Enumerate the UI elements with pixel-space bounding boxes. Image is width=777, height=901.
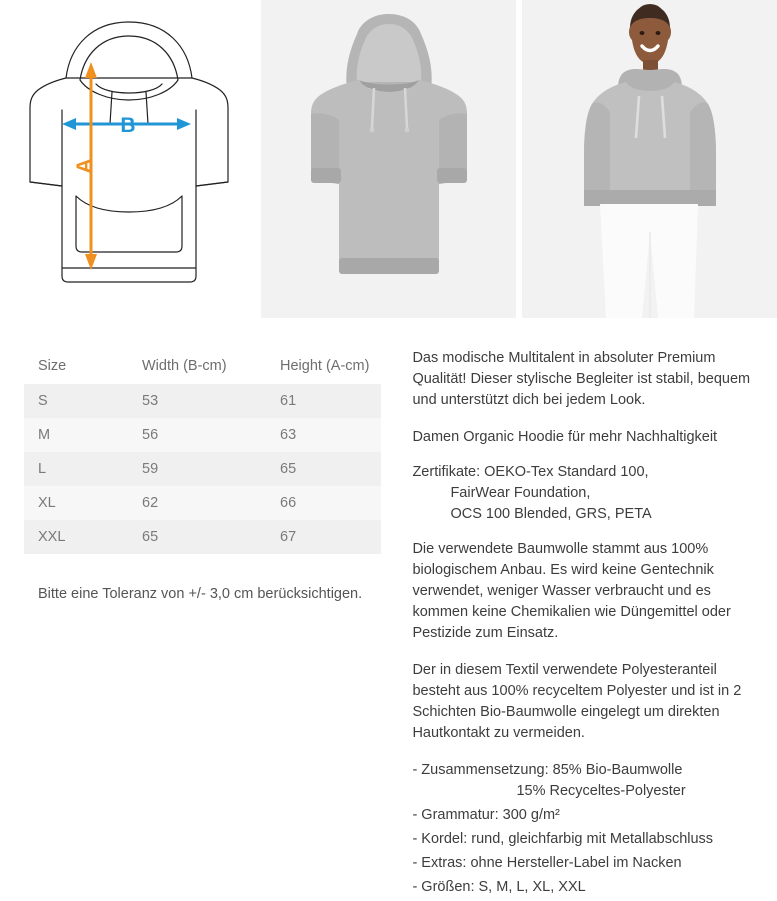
cell-height: 67 [280,529,297,545]
spec-item-cord: - Kordel: rund, gleichfarbig mit Metallabschluss [412,831,714,848]
description-paragraph-1: Das modische Multitalent in absoluter Premium Qualität! Dieser stylische Begleiter ist stabil, bequem und unterstützt dich bei jedem Look. [412,350,751,409]
cell-width: 65 [142,529,159,545]
technical-drawing-cell [0,0,255,318]
cell-height: 66 [280,495,297,511]
product-model-image-cell [522,0,777,318]
description-paragraph-3: Die verwendete Baumwolle stammt aus 100% biologischem Anbau. Es wird keine Gentechnik verwendet, weniger Wasser verbraucht und es kommen keine Chemikalien wie Düngemittel oder Pestizide zum Einsatz. [412,541,731,642]
svg-text:B: B [120,114,136,137]
spec-composition-line: - Zusammensetzung: 85% Bio-Baumwolle [412,762,683,779]
size-chart-column [24,348,404,901]
details-section [0,318,777,901]
header-size: Size [24,348,128,384]
spec-item-extras: - Extras: ohne Hersteller-Label im Nacken [412,855,682,872]
cell-width: 56 [142,427,159,443]
cell-size: XXL [38,529,66,545]
certificates-line-3: OCS 100 Blended, GRS, PETA [450,506,652,523]
description-column [404,348,753,901]
tolerance-note: Bitte eine Toleranz von +/- 3,0 cm berücksichtigen. [38,586,363,602]
header-width: Width (B-cm) [128,348,266,384]
table-row [24,520,381,554]
description-paragraph-2: Damen Organic Hoodie für mehr Nachhaltigkeit [412,429,718,446]
spec-composition-indent: 15% Recyceltes-Polyester [516,783,686,800]
table-row [24,384,381,418]
header-height: Height (A-cm) [266,348,381,384]
cell-width: 59 [142,461,159,477]
certificates-line-2: FairWear Foundation, [450,485,591,502]
cell-size: S [38,393,48,409]
spec-item-composition [412,760,753,802]
table-row [24,418,381,452]
table-row [24,452,381,486]
grey-hoodie-flat-icon [261,0,516,318]
cell-height: 65 [280,461,297,477]
cell-height: 61 [280,393,297,409]
cell-size: L [38,461,47,477]
spec-item-weight: - Grammatur: 300 g/m² [412,807,560,824]
woman-wearing-hoodie-icon [522,0,777,318]
cell-width: 53 [142,393,159,409]
spec-item-sizes: - Größen: S, M, L, XL, XXL [412,879,586,896]
table-row [24,486,381,520]
product-flat-image-cell [261,0,516,318]
specification-list [412,760,753,898]
svg-text:A: A [73,158,96,174]
hoodie-technical-drawing-icon [0,0,255,318]
cell-width: 62 [142,495,159,511]
product-image-row [0,0,777,318]
size-table [24,348,381,554]
cell-size: XL [38,495,56,511]
cell-size: M [38,427,51,443]
certificates-line-1: Zertifikate: OEKO-Tex Standard 100, [412,464,649,481]
description-paragraph-4: Der in diesem Textil verwendete Polyesteranteil besteht aus 100% recyceltem Polyester und ist in 2 Schichten Bio-Baumwolle eingelegt um direkten Hautkontakt zu vermeiden. [412,662,742,742]
size-table-header-row [24,348,381,384]
cell-height: 63 [280,427,297,443]
certificates-block [412,462,753,525]
